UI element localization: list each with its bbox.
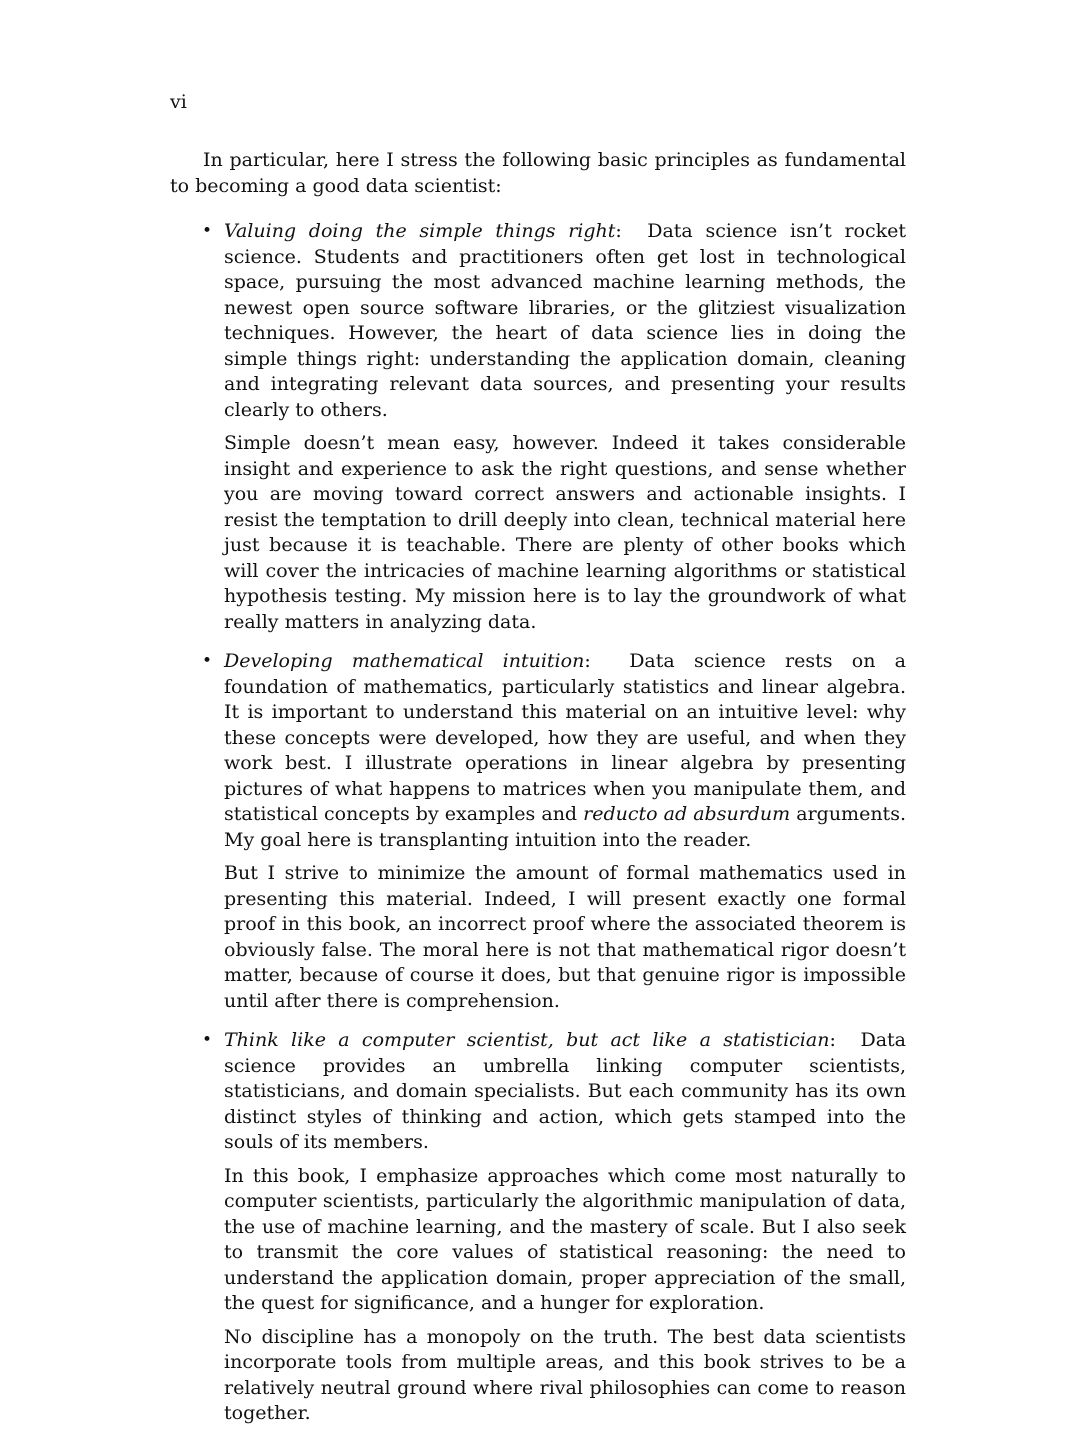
intro-paragraph: In particular, here I stress the following basic principles as fundamental to becoming a good data scientist: (170, 149, 906, 197)
title-colon: : (615, 220, 648, 242)
principle-simple-things (170, 219, 906, 635)
emphasis-text: reducto ad absurdum (583, 803, 791, 825)
principle-text: arguments. My goal here is transplanting intuition into the reader. (224, 803, 906, 851)
principle-paragraph (224, 1028, 906, 1156)
title-colon: : (829, 1029, 861, 1051)
principle-title: Developing mathematical intuition (224, 650, 585, 672)
principle-text: Data science isn’t rocket science. Students and practitioners often get lost in technological space, pursuing the most advanced machine learning methods, the newest open source software libraries, or the glitziest visualization techniques. However, the heart of data science lies in doing the simple things right: understanding the application domain, cleaning and integrating relevant data sources, and presenting your results clearly to others. (224, 220, 906, 421)
principles-list (170, 219, 906, 1427)
principle-computer-scientist (170, 1028, 906, 1427)
principle-paragraph: But I strive to minimize the amount of formal mathematics used in presenting this material. Indeed, I will present exactly one formal proof in this book, an incorrect proof where the associated theorem is obviously false. The moral here is not that mathematical rigor doesn’t matter, because of course it does, but that genuine rigor is impossible until after there is comprehension. (224, 862, 906, 1012)
page-number: vi (170, 91, 187, 113)
principle-math-intuition (170, 649, 906, 1014)
bullet-icon: • (202, 221, 213, 241)
principle-title: Valuing doing the simple things right (224, 220, 616, 242)
principle-title: Think like a computer scientist, but act like a statistician (224, 1029, 830, 1051)
principle-paragraph (224, 219, 906, 423)
bullet-icon: • (202, 651, 213, 671)
principle-text: Data science provides an umbrella linking computer scientists, statisticians, and domain specialists. But each community has its own distinct styles of thinking and action, which gets stamped into the souls of its members. (224, 1029, 907, 1153)
page-content (170, 148, 906, 1441)
bullet-icon: • (202, 1030, 213, 1050)
title-colon: : (584, 650, 630, 672)
principle-paragraph: Simple doesn’t mean easy, however. Indeed it takes considerable insight and experience to ask the right questions, and sense whether you are moving toward correct answers and actionable insights. I resist the temptation to drill deeply into clean, technical material here just because it is teachable. There are plenty of other books which will cover the intricacies of machine learning algorithms or statistical hypothesis testing. My mission here is to lay the groundwork of what really matters in analyzing data. (224, 432, 906, 633)
principle-text: Data science rests on a foundation of mathematics, particularly statistics and linear algebra. It is important to understand this material on an intuitive level: why these concepts were developed, how they are useful, and when they work best. I illustrate operations in linear algebra by presenting pictures of what happens to matrices when you manipulate them, and statistical concepts by examples and (224, 650, 906, 825)
principle-paragraph: No discipline has a monopoly on the truth. The best data scientists incorporate tools from multiple areas, and this book strives to be a relatively neutral ground where rival philosophies can come to reason together. (224, 1325, 906, 1424)
principle-paragraph (224, 649, 906, 853)
principle-paragraph: In this book, I emphasize approaches which come most naturally to computer scientists, particularly the algorithmic manipulation of data, the use of machine learning, and the mastery of scale. But I also seek to transmit the core values of statistical reasoning: the need to understand the application domain, proper appreciation of the small, the quest for significance, and a hunger for exploration. (224, 1164, 906, 1314)
